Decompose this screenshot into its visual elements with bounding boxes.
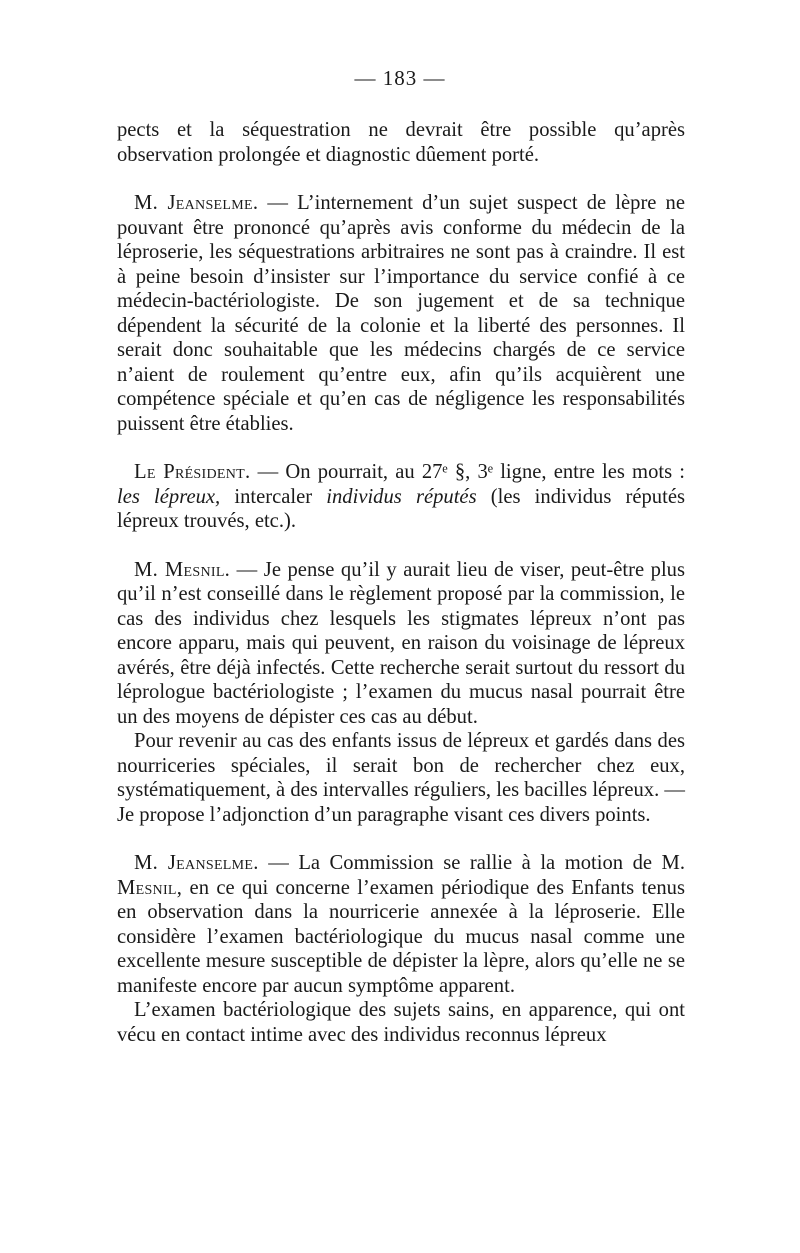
speaker-name: M. Jeanselme. — [134, 192, 259, 214]
paragraph-text: intercaler — [220, 485, 327, 508]
speaker-name: Mesnil, — [117, 876, 183, 899]
paragraph-mesnil — [117, 558, 685, 730]
paragraph-text: — L’internement d’un sujet suspect de lèpre ne pouvant être prononcé qu’après avis conforme du médecin de la léproserie, les séquestrations arbitraires ne sont pas à craindre. Il est à peine besoin d’insister sur l’importance du service confié à ce médecin-bactériologiste. De son jugement et de sa technique dépendent la sécurité de la colonie et la liberté des personnes. Il serait donc souhaitable que les médecins chargés de ce service n’aient de roulement qu’entre eux, afin qu’ils acquièrent une compétence spéciale et qu’en cas de négligence les responsabilités puissent être établies. — [117, 192, 685, 435]
paragraph-gap — [117, 436, 685, 460]
speaker-name: M. Jeanselme. — [134, 852, 259, 874]
paragraph-jeanselme-1 — [117, 191, 685, 436]
paragraph-text: — Je pense qu’il y aurait lieu de viser, peut-être plus qu’il n’est conseillé dans le règlement proposé par la commission, le cas des individus chez lesquels les stigmates lépreux n’ont pas encore apparu, mais qui peuvent, en raison du voisinage de lépreux avérés, être déjà infectés. Cette recherche serait surtout du ressort du léprologue bactériologiste ; l’examen du mucus nasal pourrait être un des moyens de dépister ces cas au début. — [117, 558, 685, 728]
paragraph-jeanselme-2 — [117, 851, 685, 998]
paragraph-text: — On pourrait, au 27ᵉ §, 3ᵉ ligne, entre les mots : — [250, 461, 685, 483]
italic-quote: individus réputés — [326, 485, 477, 508]
paragraph-gap — [117, 534, 685, 558]
page-number: — 183 — — [354, 66, 446, 90]
speaker-name: M. Mesnil. — [134, 558, 231, 581]
speaker-name: Le Président. — [134, 461, 251, 483]
paragraph-text: Pour revenir au cas des enfants issus de lépreux et gardés dans des nourriceries spéciales, il serait bon de rechercher chez eux, systématiquement, à des intervalles réguliers, les bacilles lépreux. — Je propose l’adjonction d’un paragraphe visant ces divers points. — [117, 730, 685, 826]
paragraph-gap — [117, 827, 685, 851]
italic-quote: les lépreux, — [117, 485, 221, 508]
paragraph-text: en ce qui concerne l’examen périodique des Enfants tenus en observation dans la nourricerie annexée à la léproserie. Elle considère l’examen bactériologique du mucus nasal comme une excellente mesure susceptible de dépister la lèpre, alors qu’elle ne se manifeste encore par aucun symptôme apparent. — [117, 876, 685, 997]
paragraph-mesnil-continued — [117, 729, 685, 827]
paragraph-president — [117, 460, 685, 534]
paragraph-text: L’examen bactériologique des sujets sains, en apparence, qui ont vécu en contact intime avec des individus reconnus lépreux — [117, 999, 685, 1046]
paragraph-continuation — [117, 118, 685, 167]
paragraph-final — [117, 998, 685, 1047]
body-text — [117, 118, 685, 1047]
paragraph-text: pects et la séquestration ne devrait être possible qu’après observation prolongée et diagnostic dûement porté. — [117, 119, 685, 166]
paragraph-gap — [117, 167, 685, 191]
paragraph-text: — La Commission se rallie à la motion de M. — [258, 852, 685, 874]
paragraph-text: (les individus réputés lépreux trouvés, etc.). — [117, 485, 685, 532]
